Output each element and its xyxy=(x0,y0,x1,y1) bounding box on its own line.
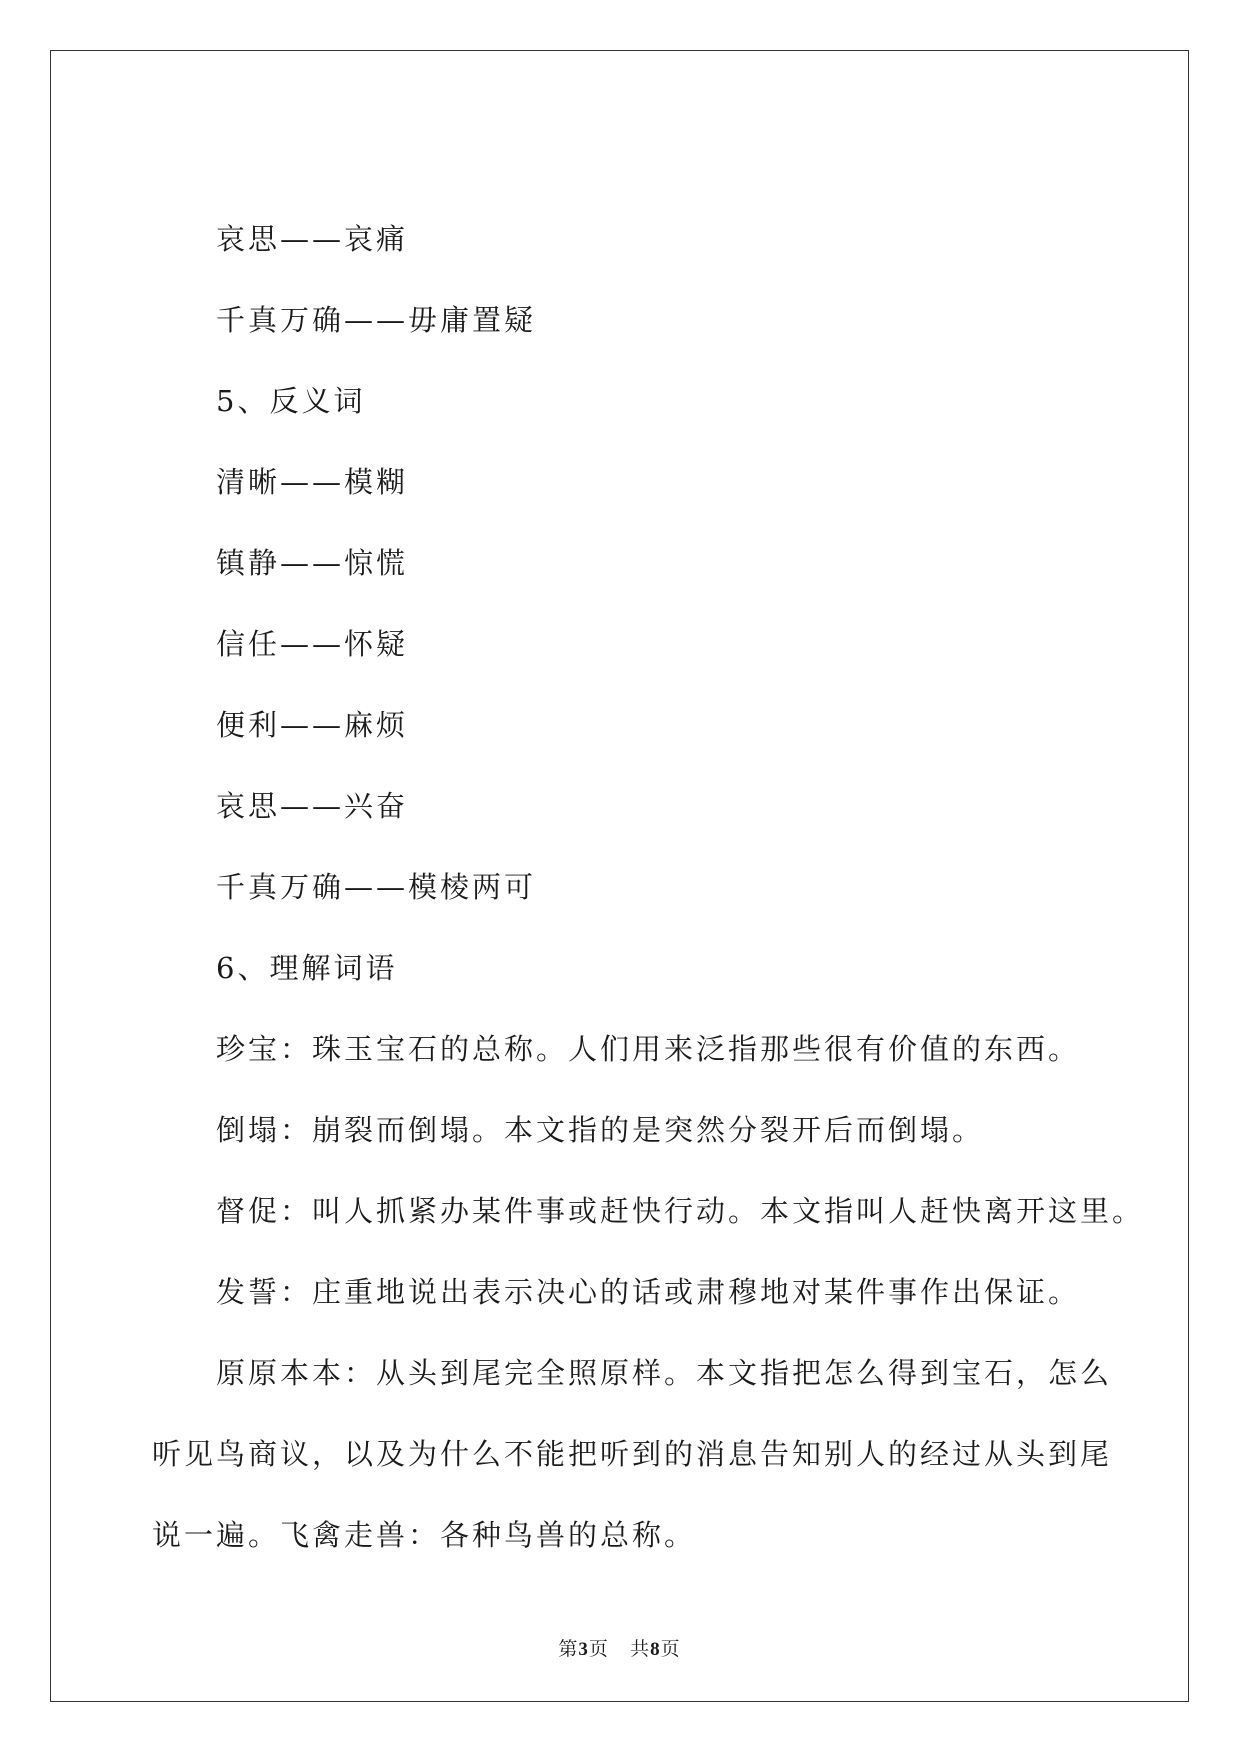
paragraph-definition-4: 发誓：庄重地说出表示决心的话或肃穆地对某件事作出保证。 xyxy=(216,1275,1081,1309)
document-body xyxy=(51,51,1188,1701)
paragraph-definition-3: 督促：叫人抓紧办某件事或赶快行动。本文指叫人赶快离开这里。 xyxy=(216,1194,1145,1228)
page-footer xyxy=(51,1634,1188,1661)
paragraph-antonym-1: 清晰——模糊 xyxy=(216,465,409,499)
footer-prefix: 第 xyxy=(558,1638,579,1660)
paragraph-synonym-2: 千真万确——毋庸置疑 xyxy=(216,303,537,337)
paragraph-synonym-1: 哀思——哀痛 xyxy=(216,222,409,256)
page-frame xyxy=(50,50,1189,1702)
page-number: 3 xyxy=(578,1639,589,1660)
footer-total-prefix: 共 xyxy=(630,1638,651,1660)
paragraph-antonym-3: 信任——怀疑 xyxy=(216,627,409,661)
paragraph-antonym-4: 便利——麻烦 xyxy=(216,708,409,742)
paragraph-antonym-2: 镇静——惊慌 xyxy=(216,546,409,580)
paragraph-definition-5-line-3: 说一遍。飞禽走兽：各种鸟兽的总称。 xyxy=(152,1518,697,1552)
paragraph-definition-1: 珍宝：珠玉宝石的总称。人们用来泛指那些很有价值的东西。 xyxy=(216,1032,1081,1066)
paragraph-antonym-6: 千真万确——模棱两可 xyxy=(216,870,537,904)
section-heading-antonyms: 5、反义词 xyxy=(216,384,366,418)
paragraph-definition-5-line-2: 听见鸟商议，以及为什么不能把听到的消息告知别人的经过从头到尾 xyxy=(152,1437,1113,1471)
paragraph-definition-2: 倒塌：崩裂而倒塌。本文指的是突然分裂开后而倒塌。 xyxy=(216,1113,985,1147)
section-heading-vocabulary: 6、理解词语 xyxy=(216,951,398,985)
footer-page-suffix: 页 xyxy=(588,1638,609,1660)
total-pages: 8 xyxy=(650,1639,661,1660)
footer-total-suffix: 页 xyxy=(660,1638,681,1660)
paragraph-antonym-5: 哀思——兴奋 xyxy=(216,789,409,823)
paragraph-definition-5-line-1: 原原本本：从头到尾完全照原样。本文指把怎么得到宝石，怎么 xyxy=(216,1356,1113,1390)
